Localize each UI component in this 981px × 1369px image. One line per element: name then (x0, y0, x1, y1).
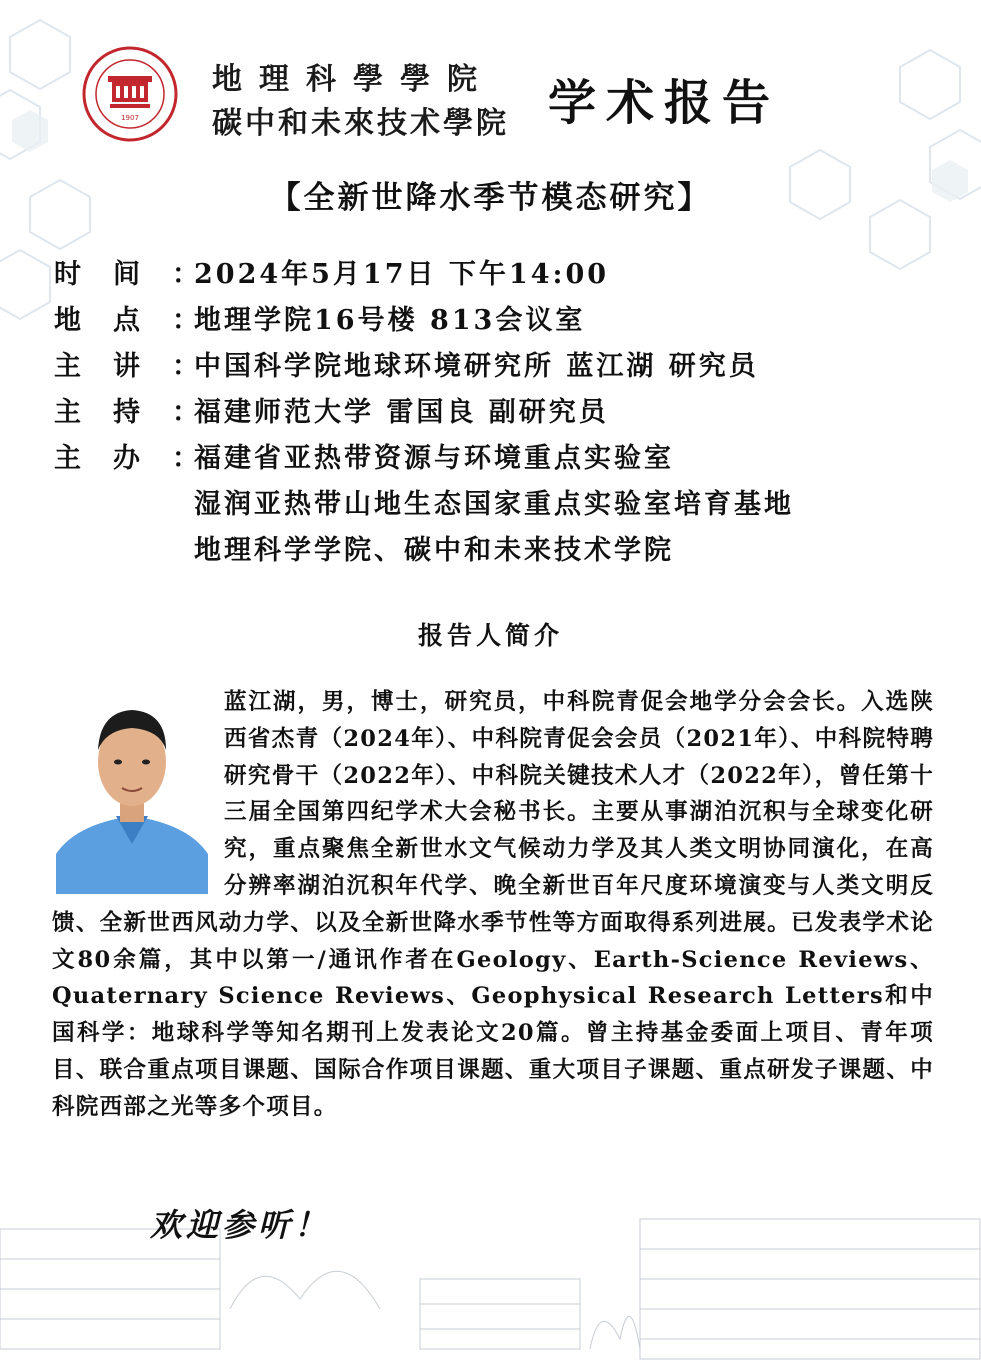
bio-heading: 报告人简介 (417, 621, 563, 650)
info-label: 主持： (54, 397, 231, 428)
university-seal-icon (82, 46, 178, 142)
seal-year: 1907 (121, 114, 139, 122)
speaker-bio: 蓝江湖，男，博士，研究员，中科院青促会地学分会会长。入选陕西省杰青（2024年）、中科院青促会会员（2021年）、中科院特聘研究骨干（2022年）、中科院关键技术人才（2022年），曾任第十三届全国第四纪学术大会秘书长。主要从事湖泊沉积与全球变化研究，重点聚焦全新世水文气候动力学及其人类文明协同演化，在高分辨率湖泊沉积年代学、晚全新世百年尺度环境演变与人类文明反馈、全新世西风动力学、以及全新世降水季节性等方面取得系列进展。已发表学术论文80余篇，其中以第一/通讯作者在Geology、Earth-Science Reviews、Quaternary Science Reviews、Geophysical Research Letters和中国科学：地球科学等知名期刊上发表论文20篇。曾主持基金委面上项目、青年项目、联合重点项目课题、国际合作项目课题、重大项目子课题、重点研发子课题、中科院西部之光等多个项目。 (52, 689, 934, 1120)
info-value: 2024年5月17日 下午14:00 (194, 259, 610, 290)
info-label: 地点： (54, 305, 231, 336)
welcome-text: 欢迎参听！ (150, 1206, 331, 1244)
school-name-line-2: 碳中和未來技术學院 (212, 106, 509, 141)
info-label: 主讲： (54, 351, 231, 382)
talk-title: 【全新世降水季节模态研究】 (269, 180, 712, 216)
report-label: 学术报告 (548, 75, 781, 131)
info-value: 福建省亚热带资源与环境重点实验室 (194, 443, 674, 474)
info-value: 地理科学学院、碳中和未来技术学院 (194, 535, 674, 566)
info-label: 主办： (54, 443, 231, 474)
info-value: 中国科学院地球环境研究所 蓝江湖 研究员 (194, 351, 759, 382)
info-value: 福建师范大学 雷国良 副研究员 (194, 397, 609, 428)
school-name-line-1: 地理科學學院 (212, 62, 494, 97)
info-value: 地理学院16号楼 813会议室 (194, 305, 586, 336)
info-value: 湿润亚热带山地生态国家重点实验室培育基地 (194, 489, 794, 520)
info-label: 时间： (54, 259, 231, 290)
